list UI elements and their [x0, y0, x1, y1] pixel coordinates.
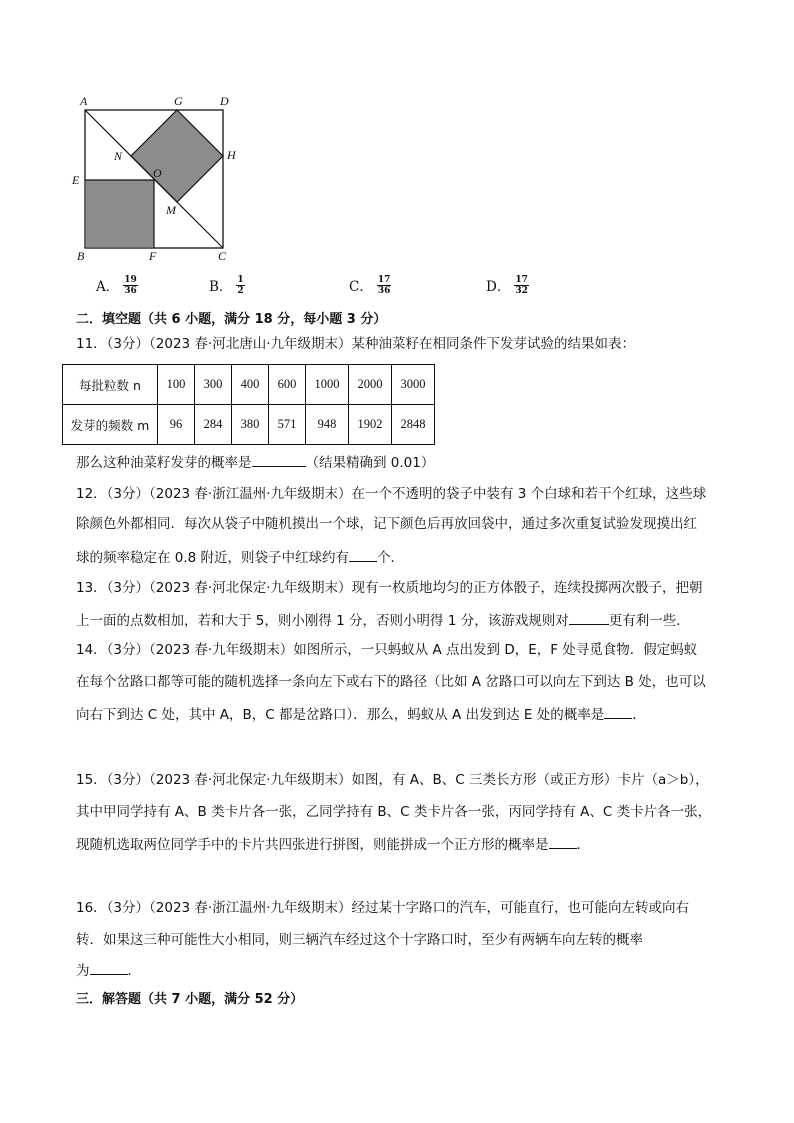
label-o: O [153, 166, 162, 180]
question-15-line-2: 其中甲同学持有 A、B 类卡片各一张，乙同学持有 B、C 类卡片各一张，丙同学持有 A、C 类卡片各一张， [76, 804, 712, 820]
label-n: N [114, 149, 123, 163]
table-cell: 96 [158, 405, 195, 445]
table-cell: 571 [269, 405, 306, 445]
table-header-m: 发芽的频数 m [63, 405, 158, 445]
option-a [96, 270, 138, 300]
table-cell: 2000 [349, 365, 392, 405]
label-h: H [227, 148, 236, 162]
table-cell: 400 [232, 365, 269, 405]
question-14-line-2: 在每个岔路口都等可能的随机选择一条向左下或右下的路径（比如 A 岔路口可以向左下到达 B 处，也可以 [76, 674, 706, 690]
question-16-line-1: 16．（3分）（2023 春·浙江温州·九年级期末）经过某十字路口的汽车，可能直行，也可能向左转或向右 [76, 900, 689, 916]
option-b [209, 270, 245, 300]
option-letter: D． [486, 279, 511, 295]
square-figure [70, 90, 260, 265]
label-m: M [166, 203, 176, 217]
option-letter: A． [96, 279, 120, 295]
question-16-line-2: 转．如果这三种可能性大小相同，则三辆汽车经过这个十字路口时，至少有两辆车向左转的概率 [76, 932, 643, 948]
question-15-line-3: 现随机选取两位同学手中的卡片共四张进行拼图，则能拼成一个正方形的概率是 ． [76, 834, 724, 855]
label-d: D [220, 94, 229, 108]
answer-blank[interactable] [569, 610, 609, 625]
table-cell: 948 [306, 405, 349, 445]
table-cell: 1000 [306, 365, 349, 405]
question-12-line-3: 球的频率稳定在 0.8 附近，则袋子中红球约有 个． [76, 547, 724, 568]
question-16-line-3: 为 ． [76, 960, 724, 981]
question-12-line-2: 除颜色外都相同．每次从袋子中随机摸出一个球，记下颜色后再放回袋中，通过多次重复试验发现摸出红 [76, 516, 697, 532]
option-letter: B． [209, 279, 233, 295]
section-3-heading: 三．解答题（共 7 小题，满分 52 分） [76, 992, 304, 1007]
table-cell: 600 [269, 365, 306, 405]
answer-blank[interactable] [90, 960, 128, 975]
option-fraction: $\frac{1}{2}$ [237, 274, 244, 296]
section-2-heading: 二．填空题（共 6 小题，满分 18 分，每小题 3 分） [76, 312, 387, 327]
table-cell: 2848 [392, 405, 435, 445]
option-fraction: $\frac{17}{36}$ [377, 274, 391, 296]
answer-blank[interactable] [549, 834, 577, 849]
shaded-square-lower [86, 180, 154, 247]
option-fraction: $\frac{19}{36}$ [124, 274, 137, 296]
table-header-n: 每批粒数 n [63, 365, 158, 405]
label-b: B [77, 249, 85, 263]
question-13-line-1: 13．（3分）（2023 春·河北保定·九年级期末）现有一枚质地均匀的正方体骰子，连续投掷两次骰子，把朝 [76, 580, 703, 596]
table-row [63, 365, 435, 405]
answer-blank[interactable] [349, 547, 377, 562]
label-g: G [174, 94, 183, 108]
answer-blank[interactable] [252, 452, 306, 467]
question-13-line-2: 上一面的点数相加，若和大于 5，则小刚得 1 分，否则小明得 1 分，该游戏规则对 更有利一些． [76, 610, 724, 631]
label-e: E [72, 173, 80, 187]
option-letter: C． [349, 279, 373, 295]
option-d [486, 270, 529, 300]
option-c [349, 270, 391, 300]
table-cell: 3000 [392, 365, 435, 405]
question-14-line-1: 14．（3分）（2023 春·九年级期末）如图所示，一只蚂蚁从 A 点出发到 D，E，F 处寻觅食物．假定蚂蚁 [76, 642, 698, 658]
label-f: F [149, 249, 157, 263]
question-15-line-1: 15．（3分）（2023 春·河北保定·九年级期末）如图，有 A、B、C 三类长方形（或正方形）卡片（a＞b）， [76, 772, 709, 788]
question-11: 11．（3分）（2023 春·河北唐山·九年级期末）某种油菜籽在相同条件下发芽试验的结果如表： [76, 336, 635, 352]
answer-blank[interactable] [604, 704, 632, 719]
germination-table [62, 364, 435, 445]
question-11-answer-line: 那么这种油菜籽发芽的概率是 （结果精确到 0.01） [76, 452, 724, 473]
label-c: C [218, 249, 227, 263]
table-cell: 100 [158, 365, 195, 405]
question-14-line-3: 向右下到达 C 处，其中 A，B，C 都是岔路口）．那么，蚂蚁从 A 出发到达 E 处的概率是 ． [76, 704, 724, 725]
question-12-line-1: 12．（3分）（2023 春·浙江温州·九年级期末）在一个不透明的袋子中装有 3 个白球和若干个红球，这些球 [76, 486, 707, 502]
answer-options [96, 270, 556, 300]
table-cell: 284 [195, 405, 232, 445]
table-cell: 300 [195, 365, 232, 405]
option-fraction: $\frac{17}{32}$ [515, 274, 528, 296]
table-row [63, 405, 435, 445]
table-cell: 380 [232, 405, 269, 445]
table-cell: 1902 [349, 405, 392, 445]
label-a: A [80, 94, 88, 108]
